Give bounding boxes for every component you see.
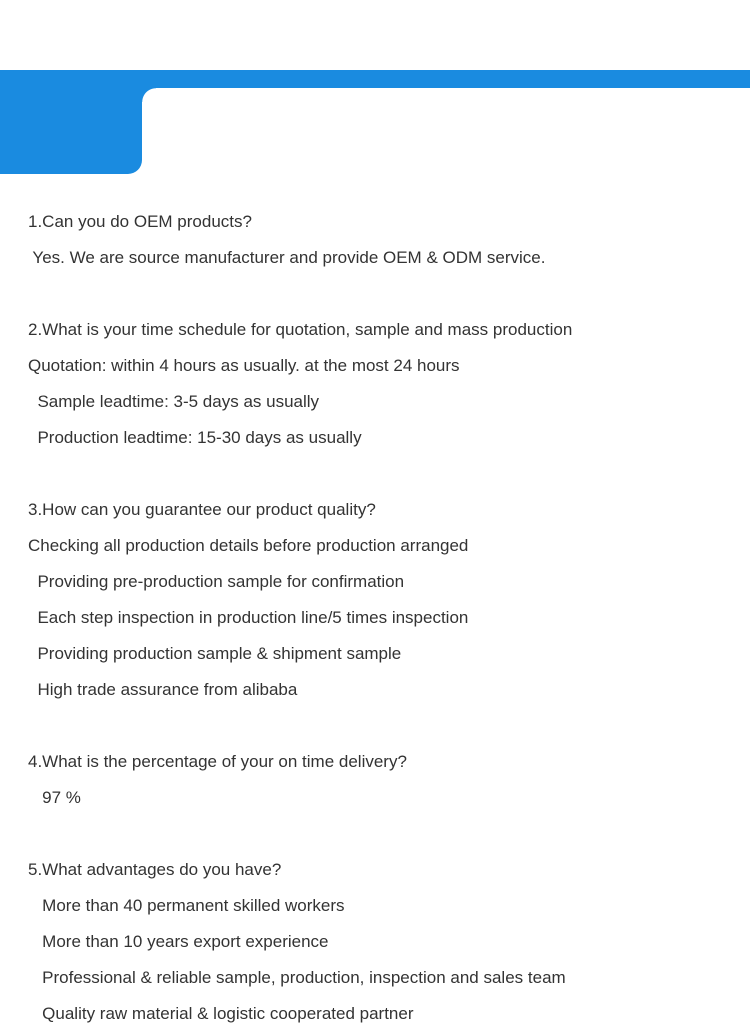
faq-answer-5-3: Professional & reliable sample, production, inspection and sales team bbox=[28, 968, 566, 987]
spacer bbox=[28, 816, 728, 852]
spacer bbox=[28, 708, 728, 744]
faq-answer-5-1: More than 40 permanent skilled workers bbox=[28, 896, 345, 915]
spacer bbox=[28, 456, 728, 492]
faq-answer-2-3: Production leadtime: 15-30 days as usually bbox=[28, 428, 362, 447]
faq-answer-3-3: Each step inspection in production line/5 times inspection bbox=[28, 608, 469, 627]
faq-answer-1-1: Yes. We are source manufacturer and provide OEM & ODM service. bbox=[28, 248, 546, 267]
faq-list bbox=[28, 204, 728, 1032]
faq-answer-3-2: Providing pre-production sample for confirmation bbox=[28, 572, 405, 591]
faq-answer-3-1: Checking all production details before production arranged bbox=[28, 536, 469, 555]
faq-answer-5-4: Quality raw material & logistic cooperated partner bbox=[28, 1004, 414, 1023]
faq-question-1: 1.Can you do OEM products? bbox=[28, 212, 252, 231]
faq-answer-4-1: 97 % bbox=[28, 788, 81, 807]
faq-answer-3-4: Providing production sample & shipment sample bbox=[28, 644, 402, 663]
faq-title: FAQ bbox=[37, 166, 115, 218]
faq-question-3: 3.How can you guarantee our product quality? bbox=[28, 500, 376, 519]
faq-question-4: 4.What is the percentage of your on time delivery? bbox=[28, 752, 407, 771]
faq-tab bbox=[0, 70, 142, 218]
faq-answer-2-2: Sample leadtime: 3-5 days as usually bbox=[28, 392, 320, 411]
faq-answer-5-2: More than 10 years export experience bbox=[28, 932, 329, 951]
faq-question-2: 2.What is your time schedule for quotation, sample and mass production bbox=[28, 320, 573, 339]
spacer bbox=[28, 276, 728, 312]
faq-answer-2-1: Quotation: within 4 hours as usually. at the most 24 hours bbox=[28, 356, 460, 375]
faq-question-5: 5.What advantages do you have? bbox=[28, 860, 282, 879]
faq-answer-3-5: High trade assurance from alibaba bbox=[28, 680, 298, 699]
